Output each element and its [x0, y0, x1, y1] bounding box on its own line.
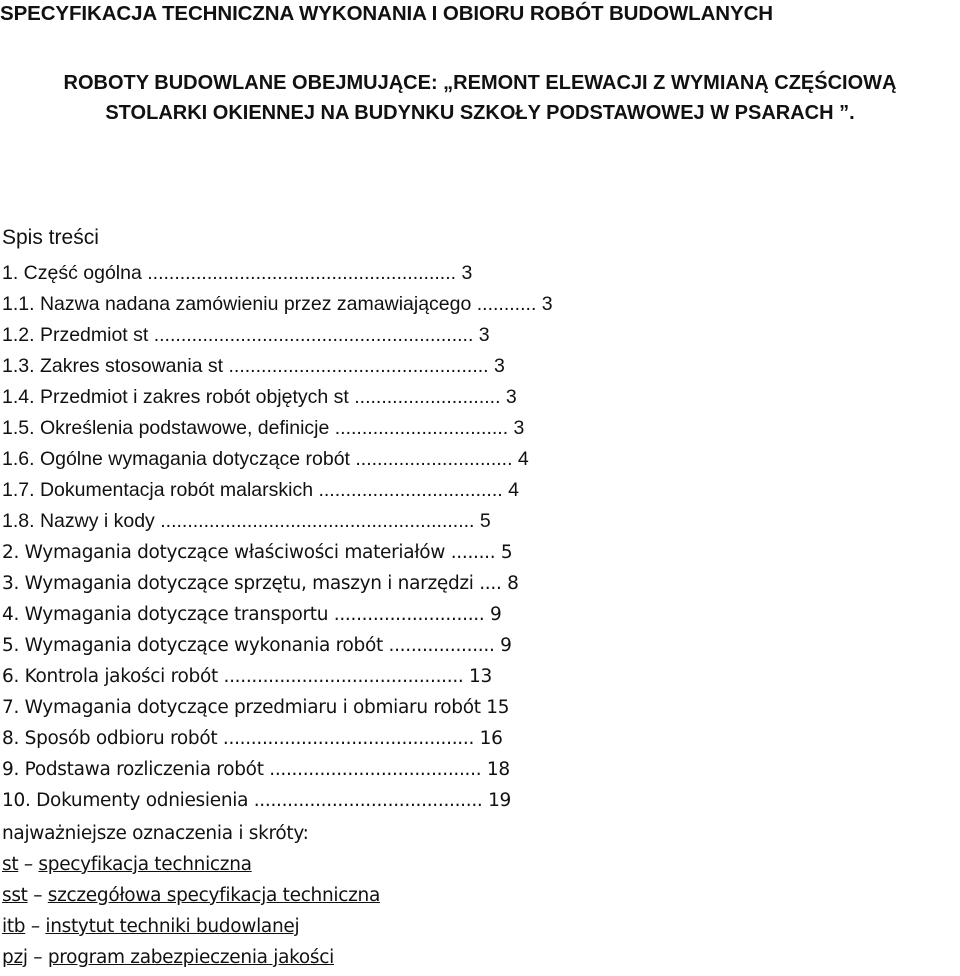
subtitle-line-1: ROBOTY BUDOWLANE OBEJMUJĄCE: „REMONT ELEWACJI Z WYMIANĄ CZĘŚCIOWĄ — [63, 72, 897, 94]
toc-item[interactable]: 9. Podstawa rozliczenia robót ...................................... 18 — [2, 759, 510, 780]
abbreviations-section — [2, 818, 380, 973]
abbreviation-term: pzj — [2, 947, 28, 968]
toc-item[interactable]: 3. Wymagania dotyczące sprzętu, maszyn i narzędzi .... 8 — [2, 573, 519, 594]
document-title: SPECYFIKACJA TECHNICZNA WYKONANIA I OBIORU ROBÓT BUDOWLANYCH — [0, 2, 773, 25]
abbreviation-term: itb — [2, 916, 26, 937]
toc-item[interactable]: 1.5. Określenia podstawowe, definicje ................................ 3 — [2, 417, 525, 439]
abbreviation-item: itb – instytut techniki budowlanej — [2, 916, 300, 937]
toc-item[interactable]: 1.4. Przedmiot i zakres robót objętych st ........................... 3 — [2, 386, 517, 408]
abbreviation-item: pzj – program zabezpieczenia jakości — [2, 947, 334, 968]
abbreviation-meaning: instytut techniki budowlanej — [45, 916, 300, 937]
toc-item[interactable]: 1.6. Ogólne wymagania dotyczące robót ............................. 4 — [2, 448, 529, 470]
abbreviation-term: st — [2, 854, 19, 875]
abbreviation-meaning: specyfikacja techniczna — [38, 854, 252, 875]
abbreviation-meaning: program zabezpieczenia jakości — [47, 947, 334, 968]
abbreviation-item: sst – szczegółowa specyfikacja techniczna — [2, 885, 380, 906]
abbreviation-item: st – specyfikacja techniczna — [2, 854, 252, 875]
abbreviation-meaning: szczegółowa specyfikacja techniczna — [47, 885, 380, 906]
toc-item[interactable]: 5. Wymagania dotyczące wykonania robót ................... 9 — [2, 635, 512, 656]
toc-item[interactable]: 8. Sposób odbioru robót ............................................. 16 — [2, 728, 503, 749]
toc-item[interactable]: 6. Kontrola jakości robót ........................................... 13 — [2, 666, 492, 687]
toc-item[interactable]: 10. Dokumenty odniesienia ......................................... 19 — [2, 790, 512, 811]
document-subtitle — [0, 68, 960, 128]
toc-item[interactable]: 4. Wymagania dotyczące transportu ........................... 9 — [2, 604, 502, 625]
toc-item[interactable]: 7. Wymagania dotyczące przedmiaru i obmiaru robót 15 — [2, 697, 510, 718]
toc-item[interactable]: 1. Część ogólna ......................................................... 3 — [2, 262, 473, 284]
toc-item[interactable]: 1.2. Przedmiot st ........................................................... 3 — [2, 324, 490, 346]
subtitle-line-2: STOLARKI OKIENNEJ NA BUDYNKU SZKOŁY PODSTAWOWEJ W PSARACH ”. — [105, 102, 855, 124]
toc-item[interactable]: 2. Wymagania dotyczące właściwości materiałów ........ 5 — [2, 542, 513, 563]
abbreviations-heading: najważniejsze oznaczenia i skróty: — [2, 823, 309, 844]
toc-item[interactable]: 1.8. Nazwy i kody .......................................................... 5 — [2, 510, 491, 532]
table-of-contents — [2, 258, 553, 816]
toc-item[interactable]: 1.7. Dokumentacja robót malarskich .................................. 4 — [2, 479, 519, 501]
abbreviation-term: sst — [2, 885, 28, 906]
toc-heading: Spis treści — [2, 226, 99, 249]
abbreviations-list — [2, 849, 380, 973]
toc-item[interactable]: 1.1. Nazwa nadana zamówieniu przez zamawiającego ........... 3 — [2, 293, 553, 315]
toc-item[interactable]: 1.3. Zakres stosowania st ................................................ 3 — [2, 355, 505, 377]
